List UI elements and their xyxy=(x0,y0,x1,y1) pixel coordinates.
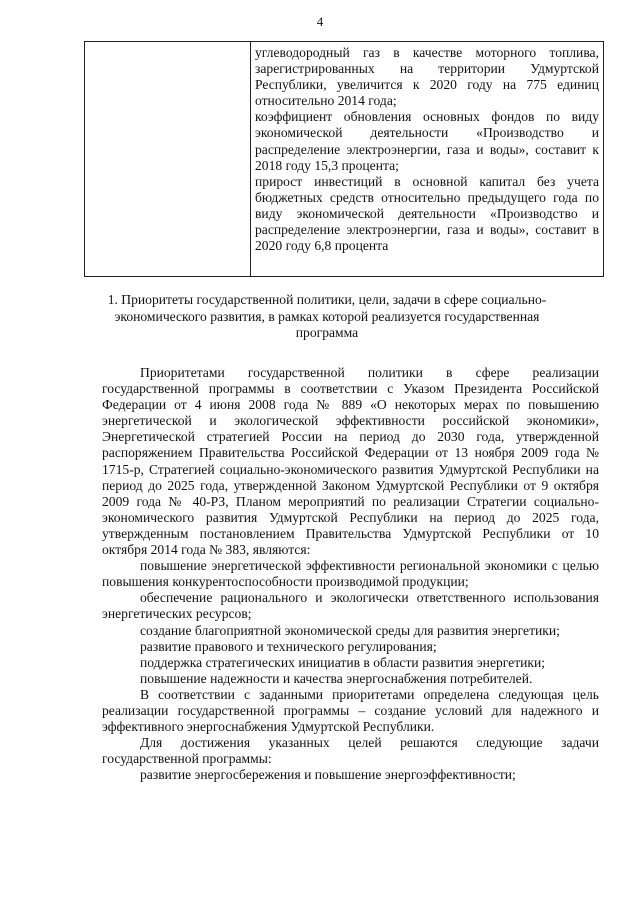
body-paragraph: Для достижения указанных целей решаются следующие задачи государственной программы: xyxy=(102,735,599,767)
table-paragraph: прирост инвестиций в основной капитал без учета бюджетных средств относительно предыдущего года по виду экономической деятельности «Производство и распределение электроэнергии, газа и воды», составит в 2020 году 6,8 процента xyxy=(255,173,599,254)
page-number: 4 xyxy=(316,14,324,29)
body-paragraph: повышение энергетической эффективности региональной экономики с целью повышения конкурентоспособности производимой продукции; xyxy=(102,558,599,590)
body-paragraph: Приоритетами государственной политики в сфере реализации государственной программы в соответствии с Указом Президента Российской Федерации от 4 июня 2008 года № 889 «О некоторых мерах по повышению энергетической и экологической эффективности российской экономики», Энергетической стратегией России на период до 2030 года, утвержденной распоряжением Правительства Российской Федерации от 13 ноября 2009 года № 1715-р, Стратегией социально-экономического развития Удмуртской Республики на период до 2025 года, утвержденной Законом Удмуртской Республики от 9 октября 2009 года № 40-РЗ, Планом мероприятий по реализации Стратегии социально-экономического развития Удмуртской Республики на период до 2025 года, утвержденным постановлением Правительства Удмуртской Республики от 10 октября 2014 года № 383, являются: xyxy=(102,365,599,558)
body-paragraph: развитие правового и технического регулирования; xyxy=(140,638,437,654)
body-paragraph: поддержка стратегических инициатив в области развития энергетики; xyxy=(140,654,546,670)
table-paragraph: углеводородный газ в качестве моторного топлива, зарегистрированных на территории Удмуртской Республики, увеличится к 2020 году на 775 единиц относительно 2014 года; xyxy=(255,45,599,109)
table-cell-left xyxy=(85,42,251,277)
body-text xyxy=(102,365,599,783)
body-paragraph: создание благоприятной экономической среды для развития энергетики; xyxy=(140,622,560,638)
body-paragraph: В соответствии с заданными приоритетами определена следующая цель реализации государственной программы – создание условий для надежного и эффективного энергоснабжения Удмуртской Республики. xyxy=(102,686,599,735)
body-paragraph: обеспечение рационального и экологически ответственного использования энергетических ресурсов; xyxy=(102,590,599,622)
table-row xyxy=(85,42,604,277)
table-paragraph: коэффициент обновления основных фондов по виду экономической деятельности «Производство и распределение электроэнергии, газа и воды», составит к 2018 году 15,3 процента; xyxy=(255,109,599,173)
indicators-table xyxy=(84,41,604,277)
body-paragraph: повышение надежности и качества энергоснабжения потребителей. xyxy=(140,670,533,686)
table-cell-right xyxy=(251,42,604,277)
body-paragraph: развитие энергосбережения и повышение энергоэффективности; xyxy=(140,767,516,783)
section-heading: 1. Приоритеты государственной политики, цели, задачи в сфере социально-экономического развития, в рамках которой реализуется государственная программа xyxy=(107,292,547,340)
